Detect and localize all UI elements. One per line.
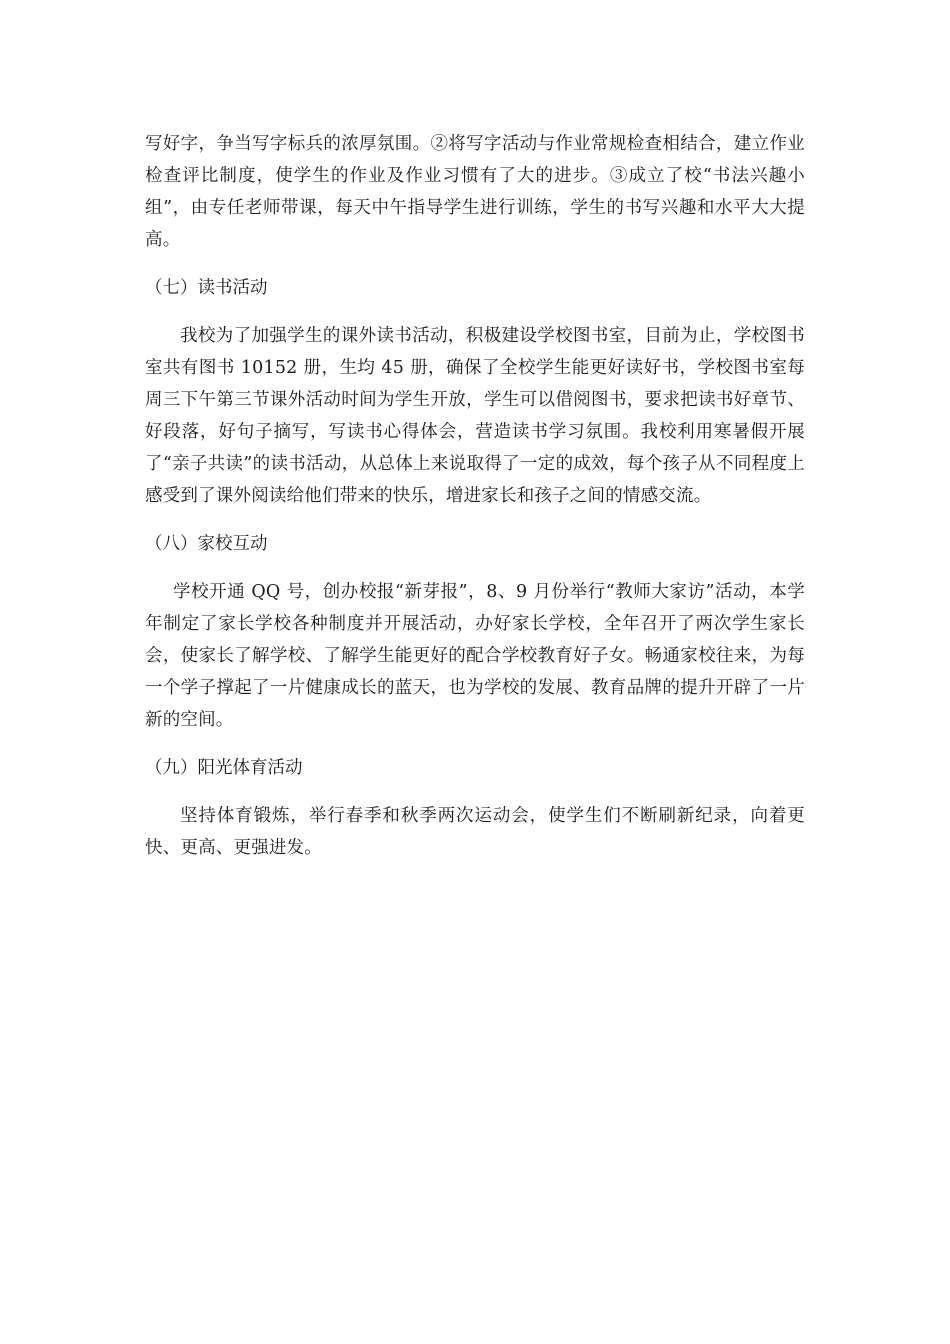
paragraph-sports-activity: 坚持体育锻炼，举行春季和秋季两次运动会，使学生们不断刷新纪录，向着更快、更高、更强进发。 xyxy=(145,806,805,858)
document-body xyxy=(145,128,805,880)
section-heading-sports: （九）阳光体育活动 xyxy=(145,758,303,778)
paragraph-calligraphy: 写好字，争当写字标兵的浓厚氛围。②将写字活动与作业常规检查相结合，建立作业检查评比制度，使学生的作业及作业习惯有了大的进步。③成立了校“书法兴趣小组”，由专任老师带课，每天中午指导学生进行训练，学生的书写兴趣和水平大大提高。 xyxy=(145,134,805,250)
section-heading-home-school: （八）家校互动 xyxy=(145,534,268,554)
paragraph-home-school-interaction: 学校开通 QQ 号，创办校报“新芽报”，8、9 月份举行“教师大家访”活动，本学年制定了家长学校各种制度并开展活动，办好家长学校，全年召开了两次学生家长会，使家长了解学校、了解学生能更好的配合学校教育好子女。畅通家校往来，为每一个学子撑起了一片健康成长的蓝天，也为学校的发展、教育品牌的提升开辟了一片新的空间。 xyxy=(145,582,805,730)
section-heading-reading: （七）读书活动 xyxy=(145,278,268,298)
paragraph-reading-activity: 我校为了加强学生的课外读书活动，积极建设学校图书室，目前为止，学校图书室共有图书 10152 册，生均 45 册，确保了全校学生能更好读好书，学校图书室每周三下午第三节课外活动时间为学生开放，学生可以借阅图书，要求把读书好章节、好段落，好句子摘写，写读书心得体会，营造读书学习氛围。我校利用寒暑假开展了“亲子共读”的读书活动，从总体上来说取得了一定的成效，每个孩子从不同程度上感受到了课外阅读给他们带来的快乐，增进家长和孩子之间的情感交流。 xyxy=(145,326,805,506)
